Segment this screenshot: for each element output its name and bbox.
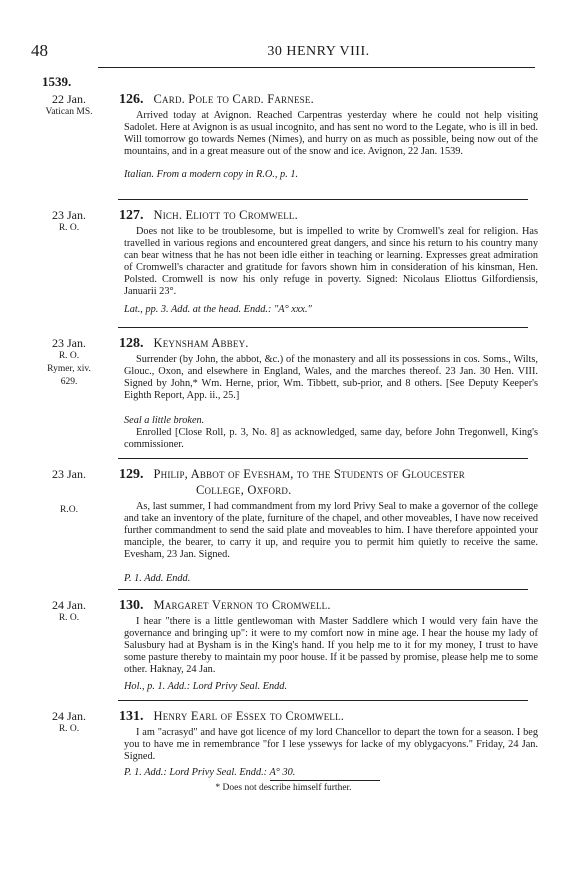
entry-text: Arrived today at Avignon. Reached Carpentras yesterday where he could not help visiting Sadolet. Here at Avignon is as usual incognito, and has sent no word to the Legate, who is ill in bed. Will tomorrow go towards Nemes (Nimes), and hurry on as much as possible, being now out of the mountains, and in a great measure out of the snow and ice. Avignon, 22 Jan. 1539. [124, 110, 538, 157]
entry-note: P. 1. Add.: Lord Privy Seal. Endd.: A° 30. [124, 767, 296, 778]
entry-margin [38, 467, 100, 481]
entry-note: Hol., p. 1. Add.: Lord Privy Seal. Endd. [124, 681, 288, 692]
separator-rule [118, 458, 528, 459]
entry-text: I hear "there is a little gentlewoman with Master Saddlere which I would very fain have the governance and bringing up": it were to my comfort now in mine age. I hear the house my lady of Salusbury had at Bysham is in the King's hand. If you help me to it for my money, I trust to have some pasture thereby to maintain my poor house. If it be passed by promise, please help me to some other. Haknay, 24 Jan. [124, 616, 538, 675]
entry-note: P. 1. Add. Endd. [124, 573, 191, 584]
entry-source: R.O. [60, 505, 78, 515]
entry-text: Surrender (by John, the abbot, &c.) of the monastery and all its possessions in cos. Soms., Wilts, Glouc., Oxon, and elsewhere in England, Wales, and the marches thereof. 23 Jan. 30 Hen. VIII. Signed by John,* Wm. Herne, prior, Wm. Tibbett, sub-prior, and 8 others. [See Deputy Keeper's Eighth Report, App. ii., 25.] [124, 354, 538, 401]
entry-date: 23 Jan. [52, 336, 86, 350]
entry-title: Nich. Eliott to Cromwell. [153, 208, 298, 222]
entry-source: R. O. [58, 223, 80, 233]
entry-date: 23 Jan. [52, 467, 86, 481]
entry-number: 130. [119, 598, 144, 613]
entry-source: Vatican MS. [45, 107, 93, 117]
entry-text: As, last summer, I had commandment from my lord Privy Seal to make a governor of the college and take an inventory of the plate, furniture of the chapel, and other moveables, I have now received further commandment to send the said plate and moveables to him. I have therefore appointed your manciple, the bearer, to carry it up, and require you to permit him quietly to receive the same. Evesham, 23 Jan. Signed. [124, 501, 538, 560]
header-rule [98, 67, 535, 68]
entry-heading [119, 709, 344, 725]
entry-heading [119, 336, 249, 352]
entry-margin [38, 336, 100, 389]
entry-title: Margaret Vernon to Cromwell. [153, 598, 331, 612]
running-head: 30 HENRY VIII. [267, 44, 370, 59]
separator-rule [118, 589, 528, 590]
entry-heading [119, 467, 465, 483]
entry-date: 23 Jan. [52, 208, 86, 222]
separator-rule [118, 199, 528, 200]
entry-margin [38, 598, 100, 625]
separator-rule [118, 327, 528, 328]
entry-source: R. O. [58, 613, 80, 623]
entry-title: Keynsham Abbey. [153, 336, 249, 350]
entry-source: R. O. [58, 724, 80, 734]
entry-enrolment: Enrolled [Close Roll, p. 3, No. 8] as acknowledged, same day, before John Tregonwell, King's commissioner. [124, 427, 538, 450]
entry-date: 24 Jan. [52, 598, 86, 612]
page-number: 48 [31, 41, 48, 60]
entry-heading [119, 92, 314, 108]
entry-number: 128. [119, 336, 144, 351]
entry-date: 22 Jan. [52, 92, 86, 106]
entry-margin [38, 208, 100, 235]
entry-heading [119, 598, 331, 614]
entry-text: I am "acrasyd" and have got licence of my lord Chancellor to depart the town for a season. I beg you to have me in remembrance "for I lese yssewys for lacke of my oblygacyons." Friday, 24 Jan. Signed. [124, 727, 538, 762]
entry-margin [38, 709, 100, 736]
entry-number: 127. [119, 208, 144, 223]
entry-note: Lat., pp. 3. Add. at the head. Endd.: "A° xxx." [124, 304, 312, 315]
entry-title: Henry Earl of Essex to Cromwell. [153, 709, 345, 723]
entry-title-continued: College, Oxford. [196, 483, 292, 497]
entry-text: Does not like to be troublesome, but is impelled to write by Cromwell's zeal for religion. Has travelled in various regions and encountered great dangers, and since his return to his country many can bear witness that he has not been idle either in teaching or learning. Expresses great admiration of Cromwell's character and gratitude for favors shown him in consideration of his kinsman, Hen. Polsted. Cromwell is now his only refuge in poverty. Signed: Nicolaus Eliottus Gilfordiensis, Januarii 23°. [124, 226, 538, 297]
separator-rule [118, 700, 528, 701]
entry-number: 126. [119, 92, 144, 107]
entry-note: Italian. From a modern copy in R.O., p. 1. [124, 169, 299, 180]
footnote: * Does not describe himself further. [215, 783, 352, 793]
entry-source: R. O. [58, 351, 80, 361]
entry-number: 129. [119, 467, 144, 482]
entry-number: 131. [119, 709, 144, 724]
footnote-rule [270, 780, 380, 781]
entry-source-secondary: Rymer, xiv. 629. [47, 364, 91, 387]
entry-margin-source [38, 504, 100, 517]
entry-note: Seal a little broken. [124, 415, 205, 426]
entry-date: 24 Jan. [52, 709, 86, 723]
entry-title: Card. Pole to Card. Farnese. [153, 92, 314, 106]
entry-heading [119, 208, 298, 224]
entry-margin [38, 92, 100, 119]
year-heading: 1539. [42, 74, 72, 89]
entry-title: Philip, Abbot of Evesham, to the Students of Gloucester [153, 467, 465, 481]
